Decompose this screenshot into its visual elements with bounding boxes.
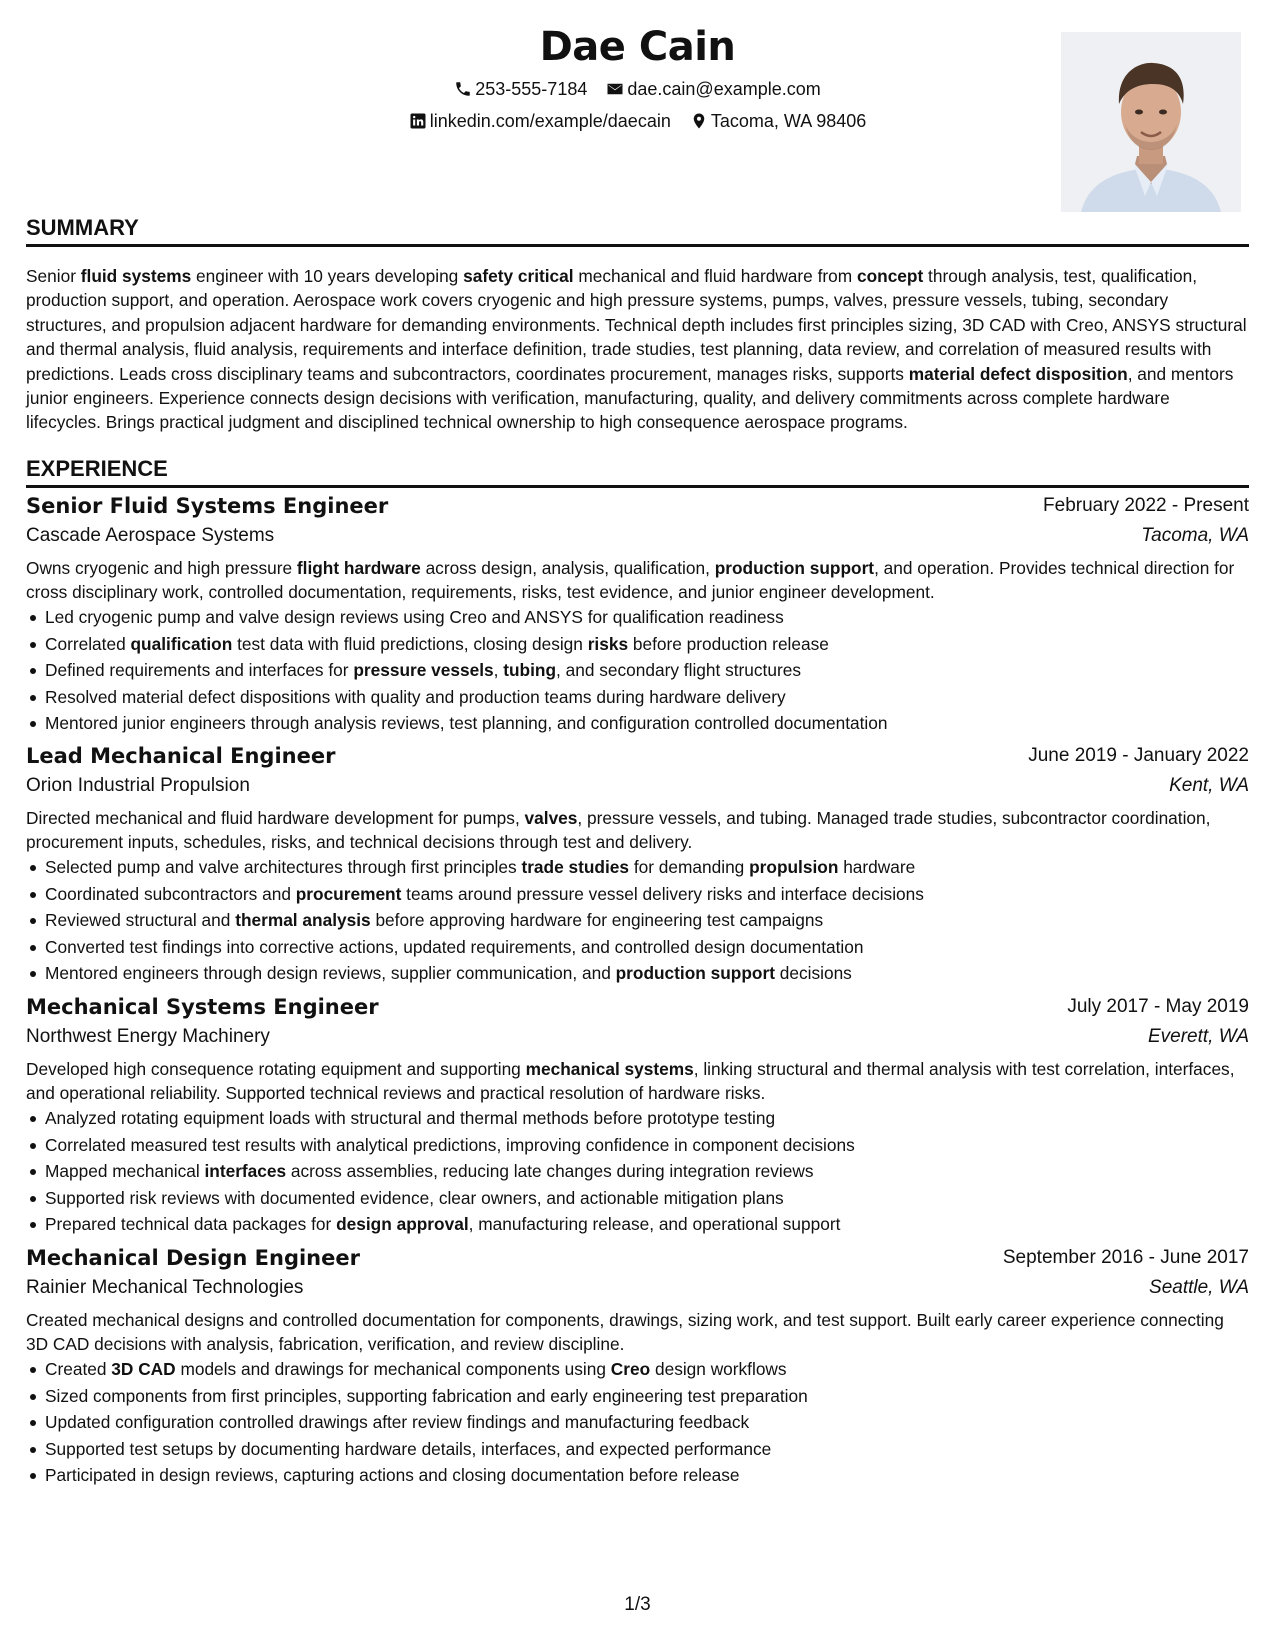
text-run: Led cryogenic pump and valve design reviews using Creo and ANSYS for qualification readiness — [45, 607, 784, 627]
text-run: decisions — [774, 963, 852, 983]
section-title-experience: EXPERIENCE — [26, 456, 1249, 488]
text-run: , and operation. Provides technical direction for cross disciplinary work, controlled documentation, requirements, risks, test evidence, and junior engineer development. — [26, 558, 1235, 602]
text-run: before approving hardware for engineering test campaigns — [370, 910, 824, 930]
job-title: Senior Fluid Systems Engineer — [26, 494, 389, 518]
bullet-item — [26, 960, 1249, 987]
text-run: , linking structural and thermal analysis with test correlation, interfaces, and operational reliability. Supported technical reviews and practical resolution of hardware risks. — [26, 1059, 1235, 1103]
bullet-item — [26, 1105, 1249, 1132]
job-title: Lead Mechanical Engineer — [26, 744, 336, 768]
emphasis-text: pressure vessels — [353, 660, 494, 680]
emphasis-text: mechanical systems — [525, 1059, 694, 1079]
emphasis-text: propulsion — [749, 857, 839, 877]
job-location: Kent, WA — [1169, 775, 1249, 796]
job-dates: June 2019 - January 2022 — [1028, 745, 1249, 766]
text-run: Mapped mechanical — [45, 1161, 205, 1181]
emphasis-text: risks — [587, 633, 629, 654]
bullet-item — [26, 1158, 1249, 1185]
bullet-item — [26, 657, 1249, 684]
emphasis-text: fluid systems — [80, 266, 192, 286]
emphasis-text: production support — [714, 558, 875, 578]
page-number: 1/3 — [624, 1594, 651, 1615]
emphasis-text: trade studies — [521, 857, 630, 877]
candidate-name: Dae Cain — [539, 24, 736, 70]
text-run: Coordinated subcontractors and — [45, 883, 296, 904]
bullet-item — [26, 1409, 1249, 1436]
emphasis-text: qualification — [130, 633, 233, 654]
bullet-item — [26, 881, 1249, 908]
text-run: for demanding — [629, 857, 750, 877]
job-bullets — [26, 1105, 1249, 1238]
emphasis-text: production support — [615, 963, 775, 983]
text-run: hardware — [838, 857, 916, 877]
text-run: across design, analysis, qualification, — [420, 558, 715, 578]
job-location: Seattle, WA — [1149, 1277, 1249, 1298]
bullet-item — [26, 684, 1249, 711]
contact-phone — [454, 79, 587, 100]
text-run: Sized components from first principles, supporting fabrication and early engineering test preparation — [45, 1385, 808, 1406]
emphasis-text: tubing — [503, 660, 557, 680]
text-run: Supported test setups by documenting hardware details, interfaces, and expected performance — [45, 1438, 772, 1459]
email-text: dae.cain@example.com — [627, 78, 821, 99]
emphasis-text: interfaces — [204, 1161, 287, 1181]
text-run: teams around pressure vessel delivery risks and interface decisions — [401, 883, 924, 904]
emphasis-text: safety critical — [463, 266, 574, 286]
text-run: mechanical and fluid hardware from — [573, 266, 857, 286]
text-run: , manufacturing release, and operational support — [468, 1214, 841, 1234]
job-title: Mechanical Systems Engineer — [26, 995, 379, 1019]
job-bullets — [26, 1356, 1249, 1489]
contact-location — [690, 111, 866, 132]
text-run: Directed mechanical and fluid hardware development for pumps, — [26, 808, 525, 828]
text-run: Prepared technical data packages for — [45, 1214, 337, 1234]
company-name: Rainier Mechanical Technologies — [26, 1277, 304, 1298]
text-run: , pressure vessels, and tubing. Managed trade studies, subcontractor coordination, procurement inputs, schedules, risks, and technical decisions through test and delivery. — [26, 808, 1211, 852]
text-run: engineer with 10 years developing — [191, 266, 464, 286]
phone-icon — [454, 80, 472, 98]
text-run: Analyzed rotating equipment loads with structural and thermal methods before prototype testing — [45, 1108, 776, 1128]
text-run: Mentored engineers through design reviews, supplier communication, and — [45, 963, 616, 983]
bullet-item — [26, 1211, 1249, 1238]
job-location: Everett, WA — [1147, 1026, 1249, 1047]
location-text: Tacoma, WA 98406 — [710, 110, 867, 131]
resume-header — [26, 18, 1249, 218]
text-run: Owns cryogenic and high pressure — [26, 558, 297, 578]
bullet-item — [26, 631, 1249, 658]
text-run: , — [493, 660, 504, 680]
job-dates: September 2016 - June 2017 — [1002, 1247, 1249, 1268]
envelope-icon — [606, 80, 624, 98]
phone-text: 253-555-7184 — [475, 78, 588, 99]
text-run: Selected pump and valve architectures through first principles — [45, 857, 522, 877]
job-title: Mechanical Design Engineer — [26, 1246, 360, 1270]
text-run: Mentored junior engineers through analysis reviews, test planning, and configuration controlled documentation — [45, 713, 888, 733]
bullet-item — [26, 1462, 1249, 1489]
bullet-item — [26, 934, 1249, 961]
text-run: Converted test findings into corrective actions, updated requirements, and controlled design documentation — [45, 936, 864, 957]
job-description — [26, 1057, 1249, 1105]
text-run: Updated configuration controlled drawings after review findings and manufacturing feedback — [45, 1412, 750, 1432]
summary-paragraph — [26, 264, 1249, 435]
map-pin-icon — [690, 112, 708, 130]
text-run: , and mentors junior engineers. Experience connects design decisions with verification, manufacturing, quality, and delivery commitments across complete hardware lifecycles. Brings practical judgment and disciplined technical ownership to high consequence aerospace programs. — [26, 363, 1234, 433]
profile-photo — [1061, 32, 1241, 212]
text-run: Reviewed structural and — [45, 910, 236, 930]
text-run: models and drawings for mechanical components using — [175, 1359, 611, 1379]
emphasis-text: material defect disposition — [908, 363, 1128, 384]
text-run: Participated in design reviews, capturing actions and closing documentation before release — [45, 1465, 740, 1485]
text-run: Developed high consequence rotating equipment and supporting — [26, 1059, 526, 1079]
text-run: Created mechanical designs and controlled documentation for components, drawings, sizing work, and test support. Built early career experience connecting 3D CAD decisions with analysis, fabrication, verification, and review discipline. — [26, 1310, 1224, 1354]
company-name: Northwest Energy Machinery — [26, 1026, 270, 1047]
bullet-item — [26, 1383, 1249, 1410]
bullet-item — [26, 1185, 1249, 1212]
emphasis-text: design approval — [336, 1214, 469, 1234]
job-bullets — [26, 854, 1249, 987]
text-run: Created — [45, 1359, 112, 1379]
job-bullets — [26, 604, 1249, 737]
job-location: Tacoma, WA — [1141, 525, 1249, 546]
resume-page — [26, 0, 1249, 1650]
company-name: Cascade Aerospace Systems — [26, 525, 275, 546]
bullet-item — [26, 1356, 1249, 1383]
emphasis-text: 3D CAD — [111, 1359, 176, 1379]
text-run: Correlated measured test results with analytical predictions, improving confidence in component decisions — [45, 1134, 855, 1155]
text-run: design workflows — [650, 1359, 787, 1379]
text-run: test data with fluid predictions, closing design — [232, 633, 588, 654]
text-run: , and secondary flight structures — [556, 660, 801, 680]
bullet-item — [26, 854, 1249, 881]
text-run: through analysis, test, qualification, production support, and operation. Aerospace work covers cryogenic and high pressure systems, pumps, valves, pressure vessels, tubing, secondary structures, and propulsion adjacent hardware for demanding environments. Technical depth includes first principles sizing, 3D CAD with Creo, ANSYS structural and thermal analysis, fluid analysis, requirements and interface definition, trade studies, test planning, data review, and correlation of measured results with predictions. Leads cross disciplinary teams and subcontractors, coordinates procurement, manages risks, supports — [26, 266, 1247, 384]
text-run: Senior — [26, 266, 81, 286]
job-description — [26, 556, 1249, 604]
text-run: Defined requirements and interfaces for — [45, 660, 354, 680]
section-title-summary: SUMMARY — [26, 215, 1249, 247]
emphasis-text: valves — [524, 808, 578, 828]
text-run: across assemblies, reducing late changes during integration reviews — [286, 1161, 814, 1181]
job-description — [26, 806, 1249, 854]
job-dates: February 2022 - Present — [1043, 495, 1249, 516]
emphasis-text: thermal analysis — [235, 910, 371, 930]
emphasis-text: flight hardware — [296, 558, 421, 578]
emphasis-text: concept — [856, 266, 924, 286]
bullet-item — [26, 1132, 1249, 1159]
job-description — [26, 1308, 1249, 1356]
contact-linkedin[interactable] — [409, 111, 671, 132]
bullet-item — [26, 1436, 1249, 1463]
linkedin-icon — [409, 112, 427, 130]
contact-email[interactable] — [606, 79, 820, 100]
linkedin-text: linkedin.com/example/daecain — [429, 110, 671, 131]
bullet-item — [26, 604, 1249, 631]
bullet-item — [26, 907, 1249, 934]
text-run: Resolved material defect dispositions with quality and production teams during hardware delivery — [45, 686, 786, 707]
emphasis-text: procurement — [295, 883, 402, 904]
emphasis-text: Creo — [610, 1359, 651, 1379]
bullet-item — [26, 710, 1249, 737]
text-run: Supported risk reviews with documented evidence, clear owners, and actionable mitigation plans — [45, 1187, 784, 1208]
job-dates: July 2017 - May 2019 — [1067, 996, 1249, 1017]
text-run: Correlated — [45, 633, 131, 654]
company-name: Orion Industrial Propulsion — [26, 775, 250, 796]
text-run: before production release — [628, 633, 829, 654]
